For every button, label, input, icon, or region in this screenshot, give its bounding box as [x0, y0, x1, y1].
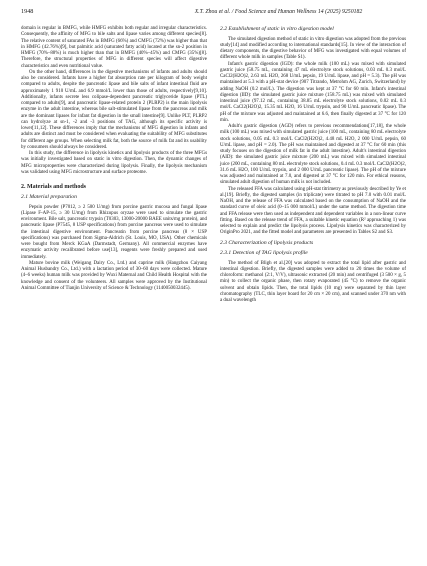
subsection-heading: 2.1 Material preparation: [21, 194, 77, 200]
paragraph: Mature bovine milk (Weigang Dairy Co., Ltd.) and caprine milk (Hangzhou Caiyang Animal Husbandry Co., Ltd.) with a lactation period of 30–60 days were collected. Mature (4–6 weeks) human milk was provided by Wuxi Maternal and Child Health Hospital with the knowledge and consent of the volunteers. All samples were approved by the Institutional Animal Committee of Tianjin University of Science & Technology (1140050032445).: [21, 260, 207, 291]
section-heading: 2. Materials and methods: [21, 184, 86, 190]
paragraph: On the other hand, differences in the digestive mechanisms of infants and adults should also be considered. Infants have a higher fat absorption rate per kilogram of body weight compared to adults, despite the pancreatic lipase and bile salts of infant intestinal fluid are approximately 1 910 U/mL and 6.9 mmol/L lower than those of adults, respectively[9,10]. Additionally, infants secrete less colipase-dependent pancreatic triglyceride lipase (PTL) compared to adults[9], and pancreatic lipase-related protein 2 (PLRP2) is the main lipolysis enzyme in the adult intestine, whereas bile salt-stimulated lipase from the pancreas and milk are the dominant lipases for infant fat digestion in the small intestine[9]. Unlike PLT, PLRP2 can hydrolyze at sn-1, -2 and -3 positions of TAG, although its specific activity is lower[11,12]. These differences imply that the mechanisms of MFG digestion in infants and adults are distinct and must be considered when evaluating the suitability of MFG substitutes for different age groups. When selecting milk fat, both the source of milk fat and its usability by consumers should always be considered.: [21, 69, 207, 150]
left-column: [21, 26, 207, 304]
paragraph: Adult's gastric digestion (AGD) refers to previous recommendations[17,18], the whole milk (100 mL) was mixed with simulated gastric juice (100 mL, containing 80 mL electrolyte stock solutions, 0.05 mL 0.3 mol/L CaCl2(H2O)2, 4.48 mL H2O, 2 000 U/mL pepsin, 60 U/mL lipase, and pH = 2.0). The pH was maintained and digested at 37 °C for 60 min (this study focuses on the digestion of milk fat in the adult intestine). Adult's intestinal digestion (AID): the simulated gastric juice mixture (200 mL) was mixed with simulated intestinal juice (200 mL, containing 80 mL electrolyte stock solutions, 0.4 mL 0.3 mol/L CaCl2(H2O)2, 31.6 mL H2O, 100 U/mL trypsin, and 2 000 U/mL pancreatic lipase). The pH of the mixture was adjusted and maintained at 7.0, and digested at 37 °C for 120 min. For ethical reasons, simulated adult digestion of human milk is not included.: [220, 124, 406, 186]
page-number: 1948: [21, 8, 34, 15]
page-header: [21, 8, 406, 21]
two-column-body: [21, 26, 406, 304]
subsection-heading: 2.2 Establishment of static in vitro digestion model: [220, 26, 334, 32]
subsection-heading: 2.3 Characterization of lipolysis products: [220, 239, 314, 246]
subsubsection-heading: 2.3.1 Detection of TAG lipolysis profile: [220, 250, 308, 256]
paragraph: The simulated digestion method of static in vitro digestion was adopted from the previous study[14] and modified according to international standards[15]. In view of the interaction of dietary components, the digestive behavior of MFG was investigated with equal volumes of different whole milk in samples (Table S1).: [220, 36, 406, 61]
right-column: [220, 26, 406, 304]
paragraph: The method of Bligh et al.[20] was adopted to extract the total lipid after gastric and intestinal digestion. Briefly, the digested samples were added to 20 times the volume of chloroform: methanol (2:1, V/V), ultrasonic extracted (20 min) and centrifuged (3 500 × g, 5 min) to collect the organic phase, then rotary evaporated (45 °C) to remove the organic solvent and obtain lipids. Then, the total lipids (10 mg) were separated by thin layer chromatography (TLC, thin layer board for 20 cm × 20 cm), and scanned under 370 nm with a dual wavelength: [220, 260, 406, 303]
paragraph: Pepsin powder (P7012, ≥ 2 500 U/mg) from porcine gastric mucosa and fungal lipase (Lipase F-AP-15, ≥ 30 U/mg) from Rhizopus oryzae were used to simulate the gastric environment. Bile salt, pancreatic trypsin (T0303, 13000-20000 BAEE units/mg protein), and pancreatic lipase (P7545, 8 USP specifications) from porcine pancreas were used to simulate the intestinal digestive environment. Pancreatin from porcine pancreas (8 × USP specifications) was purchased from Sigma-Aldrich (St. Louis, MO, USA). Other chemicals were bought from Merck KGaA (Darmstadt, Germany). All commercial enzymes have enzymatic activity recalibrated before use[13], reagents were freshly prepared and used immediately.: [21, 204, 207, 260]
paragraph: domain is regular in BMFG, while HMFG exhibits both regular and irregular characteristics. Consequently, the affinity of MFG to bile salts and lipase varies among different species[8]. The relative content of saturated FAs in BMFG (66%) and CMFG (72%) was higher than that in HMFG (42.76%)[9], but palmitic acid (saturated fatty acid) located at the sn-2 position in HMFG (70%–88%) is much higher than that in BMFG (40%–45%) and CMFG (35%)[8]. Therefore, the structural properties of MFG in different species will affect digestive characteristics and even nutritional value.: [21, 26, 207, 69]
running-title: X.T. Zhou et al. / Food Science and Human Wellness 14 (2025) 9250182: [194, 9, 363, 15]
paragraph: The released FFA was calculated using pH-stat titrimetry as previously described by Ye et al.[19]. Briefly, the digested samples (in triplicate) were titrated to pH 7.0 with 0.01 mol/L NaOH, and the release of FFA was calculated based on the consumption of NaOH and the standard curve of oleic acid (0–15 000 mmol/L) under the same method. The digestion time and FFA release were then used as independent and dependent variables in a non-linear curve fitting. Based on the release trend of FFA, a suitable kinetic equation (R² approaching 1) was selected to explain and predict the lipolysis process. Lipolysis kinetics was characterized by OriginPro 2021, and the fitted model and parameters are presented in Tables S2 and S3.: [220, 186, 406, 236]
paragraph: Infant's gastric digestion (IGD): the whole milk (100 mL) was mixed with simulated gastric juice (58.75 mL, containing 47 mL electrolyte stock solutions, 0.03 mL 0.3 mol/L CaCl2(H2O)2, 2.63 mL H2O, 268 U/mL pepsin, 19 U/mL lipase, and pH = 5.3). The pH was maintained at 5.3 with a pH-stat device (907 Titrando, Metrohm AG, Zurich, Switzerland) by adding NaOH (0.2 mol/L). The digestion was kept at 37 °C for 60 min. Infant's intestinal digestion (IID): the simulated gastric juice mixture (158.75 mL) was mixed with simulated intestinal juice (97.12 mL, containing 38.85 mL electrolyte stock solutions, 0.02 mL 0.3 mol/L CaCl2(H2O)2, 15.35 mL H2O, 16 U/mL trypsin, and 90 U/mL pancreatic lipase). The pH of the mixture was adjusted and maintained at 6.6, then finally digested at 37 °C for 120 min.: [220, 61, 406, 123]
paragraph: In this study, the difference in lipolysis kinetics and lipolysis products of the three MFGs was initially investigated based on static in vitro digestion. Then, the dynamic changes of MFG microproperties were characterized during lipolysis. Finally, the lipolysis mechanism was validated using MFG microstructure and surface proteome.: [21, 151, 207, 175]
